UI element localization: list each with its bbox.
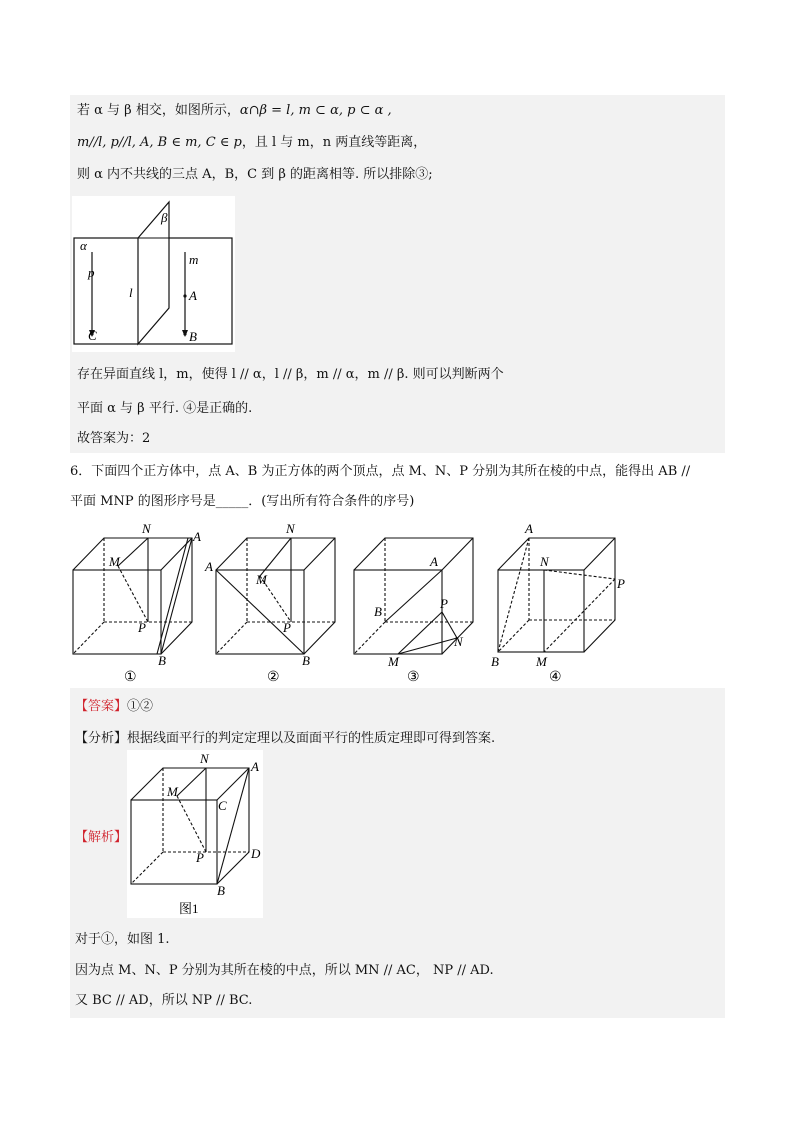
c1-M: M <box>109 554 120 569</box>
c2-P: P <box>283 620 291 635</box>
c2-B: B <box>302 653 310 668</box>
answer-value: ①② <box>127 699 154 714</box>
cube-figure-2 <box>204 520 344 685</box>
intersecting-planes-figure <box>72 196 235 352</box>
c2-M: M <box>256 572 267 587</box>
c1-A: A <box>193 529 201 544</box>
c3-B: B <box>374 604 382 619</box>
c3-N: N <box>454 634 463 649</box>
l-label: l <box>129 285 133 300</box>
B-label: B <box>189 329 197 344</box>
c3-A: A <box>430 554 438 569</box>
text-line-6: 故答案为：2 <box>77 431 151 446</box>
c1-num: ① <box>124 670 137 685</box>
C-label: C <box>88 328 97 343</box>
c3-num: ③ <box>407 670 420 685</box>
fig1-N: N <box>200 751 209 766</box>
c1-B: B <box>158 653 166 668</box>
fig1-P: P <box>196 850 204 865</box>
answer-tag: 【答案】 <box>75 699 128 714</box>
m-label: m <box>189 252 199 267</box>
cube-figure-3 <box>344 520 484 685</box>
c4-num: ④ <box>549 670 562 685</box>
c3-P: P <box>440 596 448 611</box>
text-line-1: 若 α 与 β 相交，如图所示，α∩β = l, m ⊂ α, p ⊂ α , <box>77 103 392 118</box>
text-line-2: m//l, p//l, A, B ∈ m, C ∈ p，且 l 与 m，n 两直线等距离， <box>77 135 427 150</box>
question-line-2: 平面 MNP 的图形序号是_____．(写出所有符合条件的序号) <box>70 494 415 509</box>
figure-1 <box>127 750 263 918</box>
text-line-3: 则 α 内不共线的三点 A，B，C 到 β 的距离相等. 所以排除③; <box>77 167 433 182</box>
text-line-4: 存在异面直线 l，m，使得 l // α，l // β，m // α，m // β. 则可以判断两个 <box>77 367 504 382</box>
c4-M: M <box>536 654 547 669</box>
c4-A: A <box>525 521 533 536</box>
solution-line-2: 因为点 M、N、P 分别为其所在棱的中点，所以 MN // AC， NP // AD. <box>75 963 494 978</box>
alpha-label: α <box>80 238 87 253</box>
c2-N: N <box>286 521 295 536</box>
answer-line <box>75 698 153 716</box>
analysis-line <box>75 730 495 748</box>
cube-figure-1 <box>66 520 206 685</box>
c4-N: N <box>540 554 549 569</box>
p-label: p <box>88 265 95 280</box>
solution-line-3: 又 BC // AD，所以 NP // BC. <box>75 993 253 1008</box>
fig1-caption: 图1 <box>179 901 199 916</box>
fig1-B: B <box>217 883 225 898</box>
A-label: A <box>189 288 197 303</box>
analysis-tag: 【分析】 <box>75 731 128 746</box>
fig1-C: C <box>218 798 227 813</box>
cube-figure-4 <box>488 520 633 685</box>
solution-tag: 【解析】 <box>75 830 128 845</box>
c1-N: N <box>142 521 151 536</box>
c3-M: M <box>388 654 399 669</box>
question-line-1: 6．下面四个正方体中，点 A、B 为正方体的两个顶点，点 M、N、P 分别为其所在棱的中点，能得出 AB // <box>70 464 691 479</box>
solution-line-1: 对于①，如图 1. <box>75 932 170 947</box>
fig1-M: M <box>167 784 178 799</box>
analysis-text: 根据线面平行的判定定理以及面面平行的性质定理即可得到答案. <box>127 731 496 746</box>
c2-num: ② <box>267 670 280 685</box>
c1-P: P <box>138 620 146 635</box>
c2-A: A <box>205 559 213 574</box>
c4-B: B <box>491 654 499 669</box>
fig1-D: D <box>251 846 261 861</box>
c4-P: P <box>617 576 625 591</box>
fig1-A: A <box>251 759 259 774</box>
beta-label: β <box>161 210 168 225</box>
text-line-5: 平面 α 与 β 平行. ④是正确的. <box>77 401 253 416</box>
